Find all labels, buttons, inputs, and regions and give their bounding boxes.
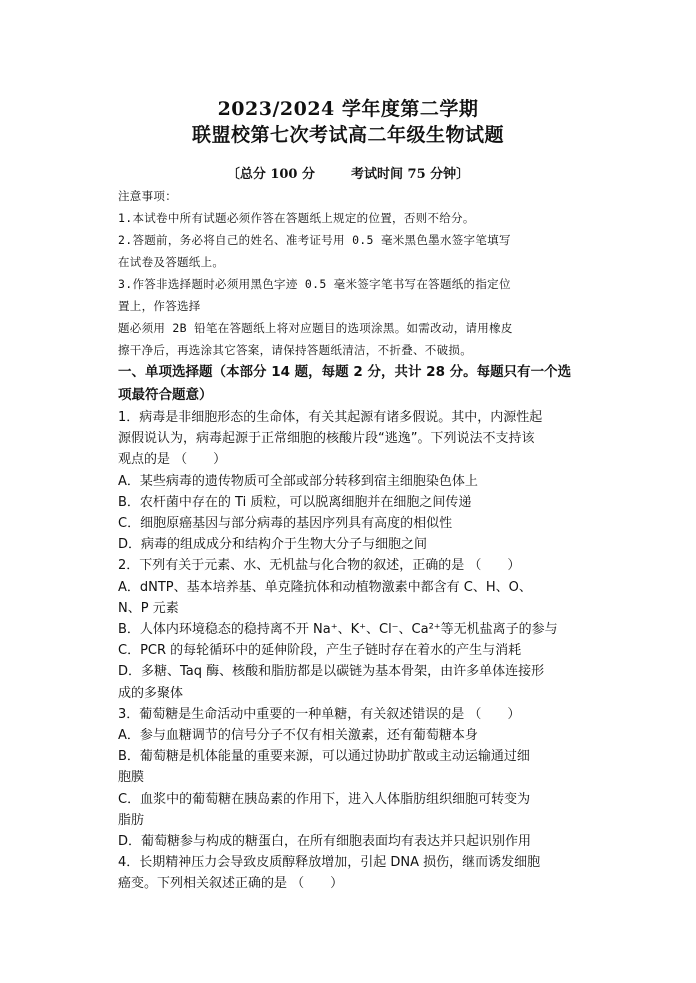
exam-body bbox=[118, 185, 588, 895]
total-score: 〔总分 100 分 bbox=[226, 167, 316, 182]
question-line: 3．葡萄糖是生命活动中重要的一种单糖，有关叙述错误的是 （ ） bbox=[118, 706, 521, 722]
option-line: D．葡萄糖参与构成的糖蛋白，在所有细胞表面均有表达并只起识别作用 bbox=[118, 834, 532, 850]
notice-line: 2.答题前，务必将自己的姓名、准考证号用 0.5 毫米黑色墨水签字笔填写 bbox=[118, 233, 511, 247]
section-heading: 一、单项选择题（本部分 14 题，每题 2 分，共计 28 分。每题只有一个选 bbox=[118, 364, 572, 380]
option-line: C．细胞原癌基因与部分病毒的基因序列具有高度的相似性 bbox=[118, 516, 453, 532]
option-line: C．血浆中的葡萄糖在胰岛素的作用下，进入人体脂肪组织细胞可转变为 bbox=[118, 791, 531, 807]
question-line: 观点的是 （ ） bbox=[118, 452, 227, 468]
option-line: B．人体内环境稳态的稳持离不开 Na⁺、K⁺、Cl⁻、Ca²⁺等无机盐离子的参与 bbox=[118, 622, 558, 638]
section-heading-cont: 项最符合题意） bbox=[118, 387, 213, 403]
question-line: 癌变。下列相关叙述正确的是 （ ） bbox=[118, 876, 344, 892]
notice-line: 题必须用 2B 铅笔在答题纸上将对应题目的选项涂黑。如需改动，请用橡皮 bbox=[118, 321, 513, 335]
option-line: 胞膜 bbox=[118, 770, 145, 786]
notice-line: 置上，作答选择 bbox=[118, 299, 201, 313]
option-line: B．葡萄糖是机体能量的重要来源，可以通过协助扩散或主动运输通过细 bbox=[118, 749, 530, 765]
option-line: A．参与血糖调节的信号分子不仅有相关激素，还有葡萄糖本身 bbox=[118, 728, 478, 744]
notice-heading: 注意事项： bbox=[118, 189, 177, 203]
question-line: 4．长期精神压力会导致皮质醇释放增加，引起 DNA 损伤，继而诱发细胞 bbox=[118, 855, 541, 871]
option-line: N、P 元素 bbox=[118, 600, 179, 616]
notice-line: 在试卷及答题纸上。 bbox=[118, 255, 225, 269]
option-line: A．dNTP、基本培养基、单克隆抗体和动植物激素中都含有 C、H、O、 bbox=[118, 579, 532, 595]
option-line: B．农杆菌中存在的 Ti 质粒，可以脱离细胞并在细胞之间传递 bbox=[118, 494, 472, 510]
exam-info bbox=[0, 163, 696, 182]
option-line: D．多糖、Taq 酶、核酸和脂肪都是以碳链为基本骨架，由许多单体连接形 bbox=[118, 664, 545, 680]
option-line: C．PCR 的每轮循环中的延伸阶段，产生子链时存在着水的产生与消耗 bbox=[118, 643, 522, 659]
exam-title bbox=[0, 96, 696, 148]
option-line: D．病毒的组成成分和结构介于生物大分子与细胞之间 bbox=[118, 537, 428, 553]
exam-time: 考试时间 75 分钟〕 bbox=[351, 167, 470, 182]
question-line: 2．下列有关于元素、水、无机盐与化合物的叙述，正确的是 （ ） bbox=[118, 558, 521, 574]
option-line: 脂肪 bbox=[118, 812, 145, 828]
notice-line: 擦干净后，再选涂其它答案，请保持答题纸清洁，不折叠、不破损。 bbox=[118, 343, 472, 357]
question-line: 源假说认为，病毒起源于正常细胞的核酸片段“逃逸”。下列说法不支持该 bbox=[118, 431, 535, 447]
option-line: 成的多聚体 bbox=[118, 685, 184, 701]
title-line-2: 联盟校第七次考试高二年级生物试题 bbox=[191, 124, 504, 146]
notice-line: 3.作答非选择题时必须用黑色字迹 0.5 毫米签字笔书写在答题纸的指定位 bbox=[118, 277, 511, 291]
title-line-1: 2023/2024 学年度第二学期 bbox=[217, 98, 479, 120]
option-line: A．某些病毒的遗传物质可全部或部分转移到宿主细胞染色体上 bbox=[118, 473, 478, 489]
question-line: 1．病毒是非细胞形态的生命体，有关其起源有诸多假说。其中，内源性起 bbox=[118, 410, 543, 425]
notice-line: 1.本试卷中所有试题必须作答在答题纸上规定的位置，否则不给分。 bbox=[118, 211, 475, 225]
